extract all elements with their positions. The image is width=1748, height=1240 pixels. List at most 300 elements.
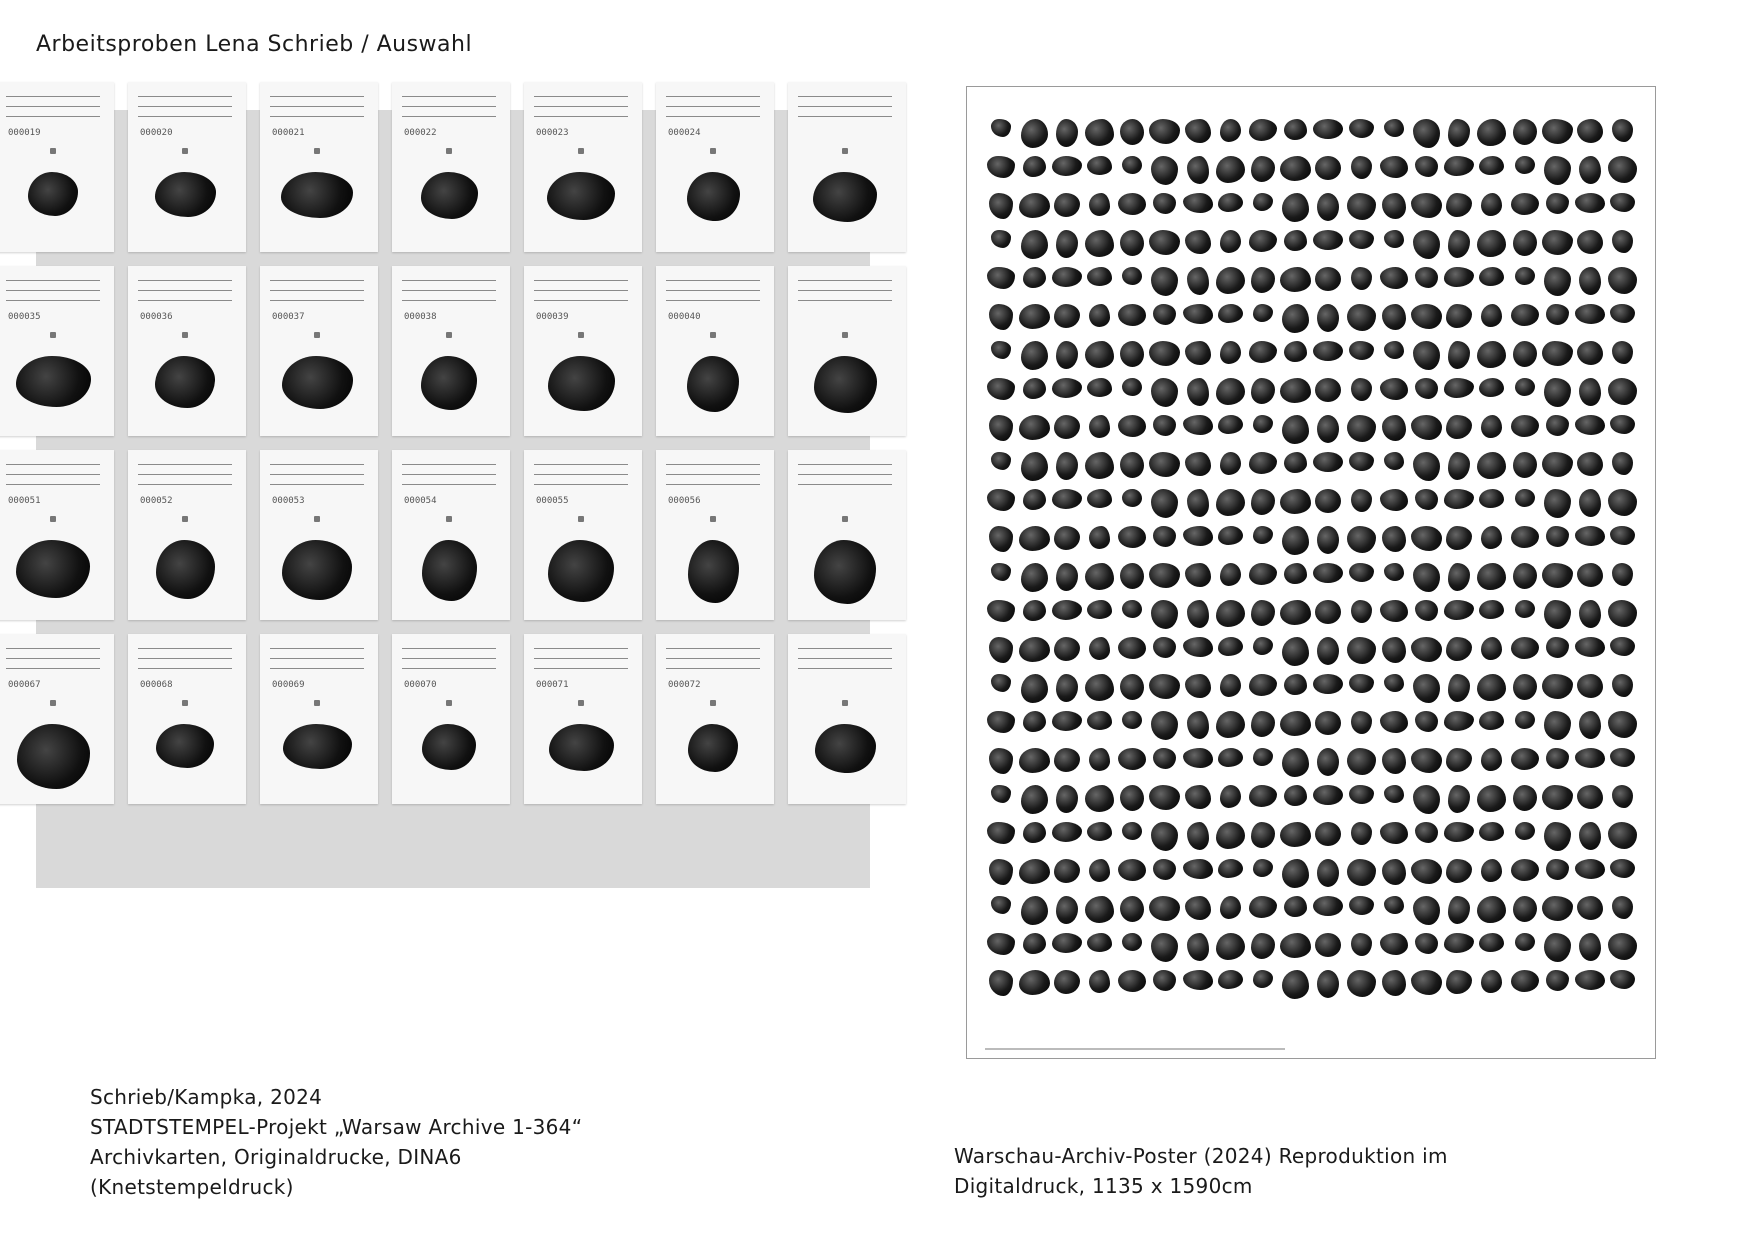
stamp-print — [1481, 415, 1502, 438]
card-number: 000067 — [8, 680, 41, 690]
stamp-print — [1054, 748, 1080, 772]
stamp-cell — [1050, 372, 1083, 409]
card-rule — [666, 668, 760, 669]
stamp-print — [1019, 526, 1050, 551]
stamp-cell — [1018, 150, 1051, 187]
card-rule — [402, 116, 496, 117]
stamp-print — [1415, 156, 1438, 177]
stamp-print — [1349, 896, 1374, 915]
stamp-print — [1187, 489, 1209, 517]
stamp-print — [1280, 711, 1311, 736]
stamp-cell — [1181, 409, 1214, 446]
stamp-print — [1185, 896, 1211, 920]
card-rule — [666, 474, 760, 475]
stamp-print — [1317, 748, 1339, 776]
stamp-print — [1118, 415, 1146, 437]
stamp-cell — [1606, 853, 1639, 890]
card-rule — [666, 290, 760, 291]
card-number: 000039 — [536, 312, 569, 322]
stamp-cell — [1116, 113, 1149, 150]
page-header: Arbeitsproben Lena Schrieb / Auswahl — [36, 32, 473, 57]
stamp-print — [1513, 674, 1537, 700]
stamp-print — [1413, 563, 1440, 592]
caption-left-line-3: Archivkarten, Originaldrucke, DINA6 — [90, 1145, 462, 1169]
stamp-cell — [1574, 261, 1607, 298]
stamp-print — [1546, 637, 1569, 658]
stamp-print — [1477, 674, 1506, 701]
stamp-print — [1054, 859, 1080, 883]
archive-card — [0, 450, 114, 620]
stamp-print — [1153, 193, 1176, 214]
stamp-cell — [1574, 964, 1607, 1001]
archive-card — [260, 266, 378, 436]
card-number: 000035 — [8, 312, 41, 322]
stamp-print — [1513, 230, 1537, 256]
stamp-cell — [1377, 705, 1410, 742]
stamp-cell — [1181, 113, 1214, 150]
stamp-print — [1153, 304, 1176, 325]
pin-icon — [50, 516, 56, 522]
stamp-cell — [1083, 927, 1116, 964]
stamp-print — [1444, 156, 1474, 176]
stamp-print — [1089, 526, 1110, 549]
stamp-print — [1054, 637, 1080, 661]
stamp-print — [1253, 415, 1273, 433]
stamp-cell — [1541, 890, 1574, 927]
stamp-cell — [1312, 742, 1345, 779]
stamp-cell — [1083, 853, 1116, 890]
stamp-print — [1608, 156, 1637, 183]
stamp-print — [1610, 748, 1635, 767]
stamp-print — [1313, 896, 1343, 916]
stamp-print — [1089, 970, 1110, 993]
stamp-print — [1347, 526, 1376, 553]
stamp-cell — [1541, 520, 1574, 557]
stamp-print — [548, 540, 614, 602]
card-rule — [138, 474, 232, 475]
stamp-print — [1249, 230, 1277, 252]
stamp-print — [1118, 637, 1146, 659]
stamp-cell — [1476, 594, 1509, 631]
stamp-print — [1546, 970, 1569, 991]
stamp-cell — [1083, 594, 1116, 631]
stamp-cell — [1116, 298, 1149, 335]
stamp-print — [1542, 119, 1573, 144]
stamp-print — [1056, 563, 1078, 591]
card-rule — [798, 106, 892, 107]
stamp-print — [1023, 711, 1046, 732]
stamp-cell — [1476, 224, 1509, 261]
stamp-cell — [1018, 520, 1051, 557]
card-rule — [6, 300, 100, 301]
stamp-cell — [1050, 150, 1083, 187]
stamp-cell — [1116, 483, 1149, 520]
card-rule — [534, 648, 628, 649]
stamp-cell — [1279, 557, 1312, 594]
stamp-print — [1542, 230, 1573, 255]
stamp-print — [1122, 600, 1142, 618]
stamp-cell — [1279, 742, 1312, 779]
stamp-print — [989, 637, 1013, 663]
stamp-cell — [1050, 335, 1083, 372]
stamp-print — [422, 724, 476, 770]
stamp-cell — [1410, 779, 1443, 816]
stamp-print — [1151, 378, 1178, 407]
stamp-print — [1610, 415, 1635, 434]
stamp-print — [1253, 748, 1273, 766]
stamp-cell — [985, 335, 1018, 372]
stamp-print — [1280, 600, 1311, 625]
stamp-print — [1052, 267, 1082, 287]
stamp-print — [1610, 304, 1635, 323]
archive-poster-image — [966, 86, 1656, 1059]
stamp-print — [1610, 637, 1635, 656]
stamp-cell — [1508, 446, 1541, 483]
stamp-print — [1481, 970, 1502, 993]
stamp-print — [1546, 193, 1569, 214]
stamp-print — [1612, 785, 1633, 808]
stamp-cell — [1116, 594, 1149, 631]
stamp-print — [1019, 859, 1050, 884]
stamp-cell — [1116, 409, 1149, 446]
pin-icon — [446, 516, 452, 522]
stamp-print — [1511, 859, 1539, 881]
stamp-cell — [1377, 483, 1410, 520]
stamp-cell — [1312, 631, 1345, 668]
stamp-print — [1479, 600, 1504, 619]
stamp-cell — [1181, 853, 1214, 890]
stamp-print — [1019, 748, 1050, 773]
stamp-print — [1351, 600, 1372, 623]
stamp-cell — [1018, 890, 1051, 927]
stamp-print — [1085, 896, 1114, 923]
card-number: 000071 — [536, 680, 569, 690]
stamp-print — [991, 230, 1011, 248]
stamp-cell — [1541, 409, 1574, 446]
stamp-print — [1251, 489, 1275, 515]
stamp-print — [1347, 193, 1376, 220]
stamp-print — [1544, 600, 1571, 629]
stamp-cell — [1279, 927, 1312, 964]
stamp-print — [1183, 526, 1213, 546]
stamp-print — [1052, 378, 1082, 398]
stamp-cell — [1476, 446, 1509, 483]
stamp-print — [1515, 156, 1535, 174]
card-number: 000056 — [668, 496, 701, 506]
stamp-cell — [1214, 779, 1247, 816]
card-rule — [798, 648, 892, 649]
stamp-cell — [1377, 668, 1410, 705]
stamp-print — [1477, 785, 1506, 812]
stamp-print — [1149, 230, 1180, 255]
stamp-cell — [1377, 927, 1410, 964]
stamp-print — [1153, 526, 1176, 547]
stamp-cell — [985, 594, 1018, 631]
stamp-print — [1610, 859, 1635, 878]
stamp-cell — [1181, 668, 1214, 705]
stamp-print — [1151, 267, 1178, 296]
stamp-cell — [1410, 446, 1443, 483]
stamp-cell — [1279, 298, 1312, 335]
stamp-cell — [1377, 742, 1410, 779]
stamp-print — [1089, 748, 1110, 771]
stamp-print — [1479, 489, 1504, 508]
stamp-cell — [1083, 446, 1116, 483]
card-rule — [798, 290, 892, 291]
stamp-print — [991, 119, 1011, 137]
stamp-print — [1284, 896, 1307, 917]
stamp-cell — [1214, 261, 1247, 298]
stamp-print — [1612, 563, 1633, 586]
stamp-cell — [1247, 964, 1280, 1001]
archive-card — [656, 266, 774, 436]
card-number: 000072 — [668, 680, 701, 690]
stamp-cell — [1181, 742, 1214, 779]
stamp-cell — [1247, 927, 1280, 964]
stamp-print — [1313, 230, 1343, 250]
stamp-print — [987, 267, 1015, 289]
card-rule — [402, 300, 496, 301]
stamp-print — [1513, 119, 1537, 145]
stamp-cell — [1443, 927, 1476, 964]
archive-card — [128, 82, 246, 252]
stamp-print — [1216, 156, 1245, 183]
stamp-cell — [1508, 964, 1541, 1001]
stamp-cell — [1476, 668, 1509, 705]
stamp-print — [1380, 267, 1408, 289]
pin-icon — [578, 516, 584, 522]
stamp-cell — [985, 853, 1018, 890]
stamp-cell — [985, 224, 1018, 261]
stamp-cell — [1116, 372, 1149, 409]
stamp-print — [1183, 637, 1213, 657]
card-number: 000038 — [404, 312, 437, 322]
stamp-print — [1282, 970, 1309, 999]
stamp-cell — [1312, 890, 1345, 927]
card-rule — [534, 484, 628, 485]
stamp-print — [1411, 859, 1442, 884]
stamp-cell — [1377, 298, 1410, 335]
stamp-cell — [1149, 631, 1182, 668]
stamp-print — [1216, 711, 1245, 738]
stamp-print — [1511, 637, 1539, 659]
card-number: 000053 — [272, 496, 305, 506]
stamp-print — [991, 452, 1011, 470]
stamp-cell — [1279, 853, 1312, 890]
stamp-cell — [1541, 964, 1574, 1001]
stamp-cell — [1377, 113, 1410, 150]
stamp-cell — [1377, 335, 1410, 372]
stamp-cell — [1214, 446, 1247, 483]
stamp-print — [1120, 563, 1144, 589]
stamp-print — [1056, 230, 1078, 258]
stamp-cell — [1377, 964, 1410, 1001]
stamp-cell — [1508, 298, 1541, 335]
card-number: 000069 — [272, 680, 305, 690]
stamp-cell — [1018, 372, 1051, 409]
stamp-print — [1411, 970, 1442, 995]
stamp-print — [1052, 822, 1082, 842]
stamp-print — [1413, 896, 1440, 925]
pin-icon — [710, 332, 716, 338]
stamp-print — [1347, 970, 1376, 997]
stamp-print — [1413, 785, 1440, 814]
stamp-print — [1448, 674, 1470, 702]
card-rule — [666, 648, 760, 649]
pin-icon — [50, 332, 56, 338]
stamp-cell — [1443, 483, 1476, 520]
card-rule — [270, 96, 364, 97]
stamp-print — [1054, 970, 1080, 994]
stamp-print — [989, 748, 1013, 774]
stamp-print — [1187, 711, 1209, 739]
stamp-print — [1087, 822, 1112, 841]
stamp-print — [1023, 378, 1046, 399]
stamp-print — [1089, 637, 1110, 660]
stamp-print — [1315, 267, 1341, 291]
card-rule — [270, 484, 364, 485]
stamp-print — [1413, 341, 1440, 370]
stamp-print — [1542, 674, 1573, 699]
stamp-print — [1149, 785, 1180, 810]
stamp-print — [282, 540, 352, 600]
stamp-cell — [1083, 372, 1116, 409]
stamp-print — [687, 356, 739, 412]
stamp-print — [1054, 526, 1080, 550]
stamp-cell — [1410, 150, 1443, 187]
stamp-cell — [1247, 742, 1280, 779]
stamp-print — [1575, 304, 1605, 324]
stamp-cell — [1247, 853, 1280, 890]
stamp-cell — [985, 557, 1018, 594]
card-rule — [666, 300, 760, 301]
archive-card — [524, 266, 642, 436]
stamp-print — [1608, 822, 1637, 849]
stamp-print — [1085, 230, 1114, 257]
card-rule — [402, 280, 496, 281]
stamp-print — [1183, 970, 1213, 990]
stamp-cell — [1606, 113, 1639, 150]
stamp-cell — [985, 261, 1018, 298]
stamp-print — [1546, 304, 1569, 325]
stamp-cell — [1149, 927, 1182, 964]
card-rule — [6, 280, 100, 281]
stamp-print — [1151, 822, 1178, 851]
stamp-cell — [1018, 557, 1051, 594]
stamp-print — [1384, 785, 1404, 803]
stamp-cell — [1312, 409, 1345, 446]
stamp-print — [1151, 489, 1178, 518]
stamp-cell — [1018, 113, 1051, 150]
stamp-cell — [985, 816, 1018, 853]
stamp-print — [1089, 859, 1110, 882]
stamp-print — [1448, 452, 1470, 480]
pin-icon — [710, 516, 716, 522]
stamp-cell — [1214, 483, 1247, 520]
stamp-print — [1511, 193, 1539, 215]
stamp-print — [1118, 970, 1146, 992]
card-number: 000051 — [8, 496, 41, 506]
stamp-print — [548, 356, 615, 411]
pin-icon — [842, 332, 848, 338]
stamp-print — [1023, 489, 1046, 510]
stamp-print — [1220, 563, 1241, 586]
stamp-print — [1608, 378, 1637, 405]
stamp-print — [282, 356, 353, 409]
stamp-print — [1087, 933, 1112, 952]
stamp-cell — [1443, 409, 1476, 446]
stamp-cell — [1116, 927, 1149, 964]
card-rule — [138, 96, 232, 97]
stamp-print — [815, 724, 876, 773]
stamp-cell — [1345, 187, 1378, 224]
stamp-print — [1315, 600, 1341, 624]
stamp-cell — [1476, 298, 1509, 335]
stamp-cell — [1050, 298, 1083, 335]
stamp-print — [1216, 822, 1245, 849]
stamp-print — [1187, 378, 1209, 406]
stamp-cell — [1508, 705, 1541, 742]
stamp-cell — [1181, 224, 1214, 261]
stamp-cell — [1345, 668, 1378, 705]
stamp-cell — [1247, 705, 1280, 742]
stamp-cell — [1410, 742, 1443, 779]
card-rule — [402, 96, 496, 97]
card-rule — [6, 96, 100, 97]
stamp-print — [1511, 415, 1539, 437]
stamp-cell — [1247, 557, 1280, 594]
stamp-cell — [985, 187, 1018, 224]
stamp-cell — [1247, 409, 1280, 446]
stamp-cell — [1050, 261, 1083, 298]
stamp-cell — [1508, 557, 1541, 594]
stamp-cell — [1345, 298, 1378, 335]
stamp-print — [1087, 156, 1112, 175]
stamp-print — [1056, 119, 1078, 147]
stamp-cell — [1476, 113, 1509, 150]
stamp-print — [1351, 156, 1372, 179]
stamp-cell — [1541, 594, 1574, 631]
archive-card — [0, 82, 114, 252]
stamp-print — [1349, 119, 1374, 138]
stamp-cell — [1377, 779, 1410, 816]
stamp-cell — [1377, 816, 1410, 853]
stamp-cell — [1410, 409, 1443, 446]
stamp-cell — [1541, 742, 1574, 779]
stamp-cell — [1574, 335, 1607, 372]
stamp-print — [1183, 304, 1213, 324]
stamp-print — [155, 172, 216, 217]
stamp-print — [1515, 933, 1535, 951]
card-number: 000023 — [536, 128, 569, 138]
stamp-cell — [1116, 335, 1149, 372]
stamp-print — [1444, 600, 1474, 620]
stamp-print — [1515, 822, 1535, 840]
stamp-print — [1411, 526, 1442, 551]
card-rule — [6, 106, 100, 107]
stamp-print — [1149, 563, 1180, 588]
stamp-print — [1411, 193, 1442, 218]
stamp-cell — [1050, 927, 1083, 964]
stamp-cell — [1476, 261, 1509, 298]
pin-icon — [182, 332, 188, 338]
stamp-print — [1577, 230, 1603, 254]
pin-icon — [182, 516, 188, 522]
stamp-cell — [1574, 742, 1607, 779]
stamp-print — [1317, 193, 1339, 221]
stamp-print — [1351, 822, 1372, 845]
archive-card — [128, 634, 246, 804]
